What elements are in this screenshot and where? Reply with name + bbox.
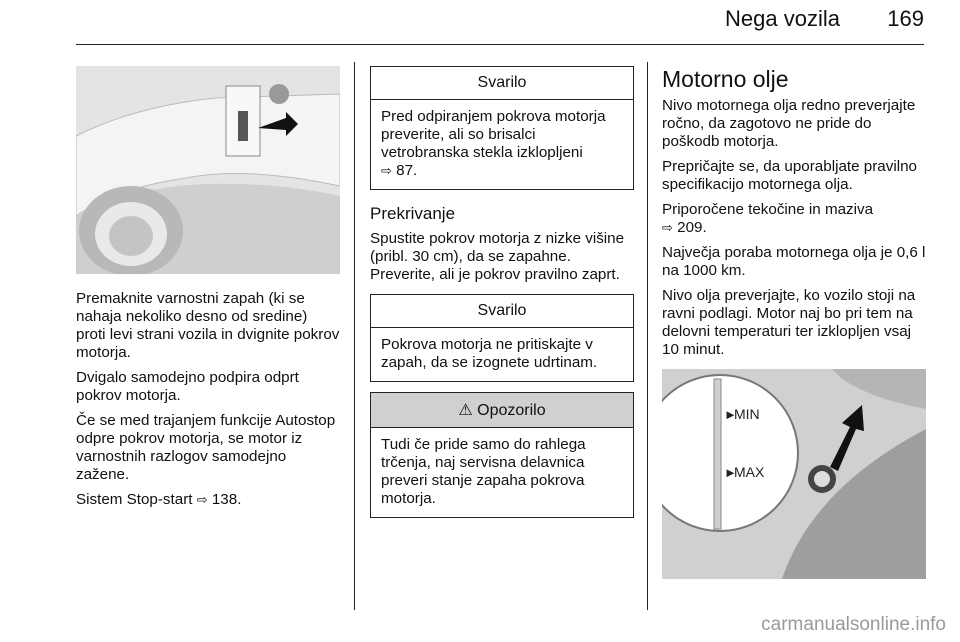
page-ref-icon: ⇨ [196, 492, 208, 507]
reference-page[interactable]: 138. [211, 491, 242, 508]
column-divider-right [647, 62, 648, 610]
box-text: Pred odpiranjem pokrova motorja preverite, ali so brisalci vetrobranska stekla izklopljeni [381, 108, 606, 161]
caution-box [370, 294, 634, 382]
paragraph: Prepričajte se, da uporabljate pravilno specifikacijo motornega olja. [662, 158, 917, 193]
box-text: Pokrova motorja ne pritiskajte v zapah, da se izognete udrtinam. [381, 336, 598, 371]
box-title-row [371, 393, 633, 428]
cross-reference [662, 201, 928, 237]
page-ref-icon: ⇨ [381, 163, 392, 178]
page-number: 169 [887, 6, 924, 31]
dipstick-illustration [662, 369, 926, 579]
paragraph: Premaknite varnostni zapah (ki se nahaja nekoliko desno od sredine) proti levi strani vozila in dvignite pokrov motorja. [76, 290, 340, 361]
max-label: MAX [734, 464, 765, 480]
caution-box [370, 66, 634, 190]
warning-box [370, 392, 634, 518]
svg-text:►: ► [724, 407, 737, 422]
oil-dipstick-photo [662, 369, 926, 579]
paragraph: Nivo motornega olja redno preverjajte ročno, da zagotovo ne pride do poškodb motorja. [662, 97, 916, 150]
min-label: MIN [734, 406, 760, 422]
paragraph: Nivo olja preverjajte, ko vozilo stoji na ravni podlagi. Motor naj bo pri tem na delovni temperaturi ter izklopljen vsaj 10 minut. [662, 287, 916, 358]
section-heading: Motorno olje [662, 66, 789, 92]
paragraph: Dvigalo samodejno podpira odprt pokrov motorja. [76, 369, 299, 404]
column-right [662, 66, 928, 579]
column-divider-left [354, 62, 355, 610]
paragraph: Preverite, ali je pokrov pravilno zaprt. [370, 266, 620, 283]
section-heading: Prekrivanje [370, 204, 456, 223]
hood-latch-illustration [76, 66, 340, 274]
paragraph: Če se med trajanjem funkcije Autostop odpre pokrov motorja, se motor iz varnostnih razlogov samodejno zažene. [76, 412, 336, 483]
hood-latch-photo [76, 66, 340, 274]
warning-triangle-icon: ⚠ [458, 402, 473, 419]
box-title: Svarilo [371, 67, 633, 100]
column-middle [370, 66, 634, 528]
reference-text: Priporočene tekočine in maziva [662, 201, 874, 218]
box-title: Opozorilo [477, 402, 546, 419]
box-title: Svarilo [371, 295, 633, 328]
column-left [76, 66, 340, 516]
header-rule [76, 44, 924, 45]
reference-page[interactable]: 209. [677, 219, 707, 236]
paragraph: Največja poraba motornega olja je 0,6 l na 1000 km. [662, 244, 926, 279]
watermark: carmanualsonline.info [761, 614, 946, 635]
page-ref-icon: ⇨ [662, 220, 673, 235]
cross-reference [76, 491, 340, 509]
box-text: Tudi če pride samo do rahlega trčenja, naj servisna delavnica preveri stanje zapaha pokrova motorja. [381, 436, 586, 507]
paragraph: Spustite pokrov motorja z nizke višine (pribl. 30 cm), da se zapahne. [370, 230, 625, 265]
reference-text: Sistem Stop-start [76, 491, 193, 508]
reference-page[interactable]: 87. [396, 162, 418, 179]
section-title: Nega vozila [725, 6, 840, 31]
svg-text:►: ► [724, 465, 737, 480]
